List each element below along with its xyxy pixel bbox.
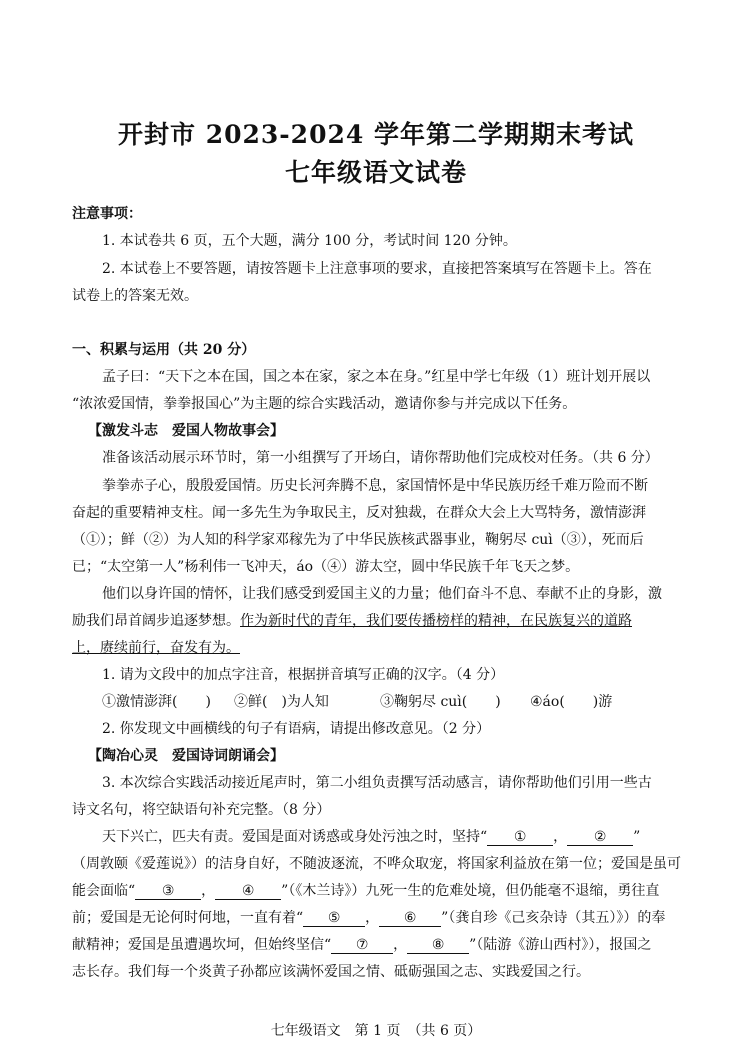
exam-subtitle: 七年级语文试卷 [284, 158, 467, 187]
passage-line-2: 奋起的重要精神支柱。闻一多先生为争取民主，反对独裁，在群众大会上大骂特务，激情澎湃 [72, 505, 646, 521]
passage-line-1: 拳拳赤子心，殷殷爱国情。历史长河奔腾不息，家国情怀是中华民族历经千难万险而不断 [102, 478, 648, 494]
poem-passage-line-2: （周敦颐《爱莲说》）的洁身自好，不随波逐流，不哗众取宠，将国家利益放在第一位；爱国是虽可 [72, 856, 681, 872]
note-2a: 2. 本试卷上不要答题，请按答题卡上注意事项的要求，直接把答案填写在答题卡上。答在 [102, 261, 652, 277]
blank-3: ③ [135, 883, 201, 900]
blank-2: ② [567, 829, 633, 846]
passage-line-6 [72, 611, 684, 631]
section-1-heading: 一、积累与运用（共 20 分） [72, 342, 256, 358]
intro-line-b: “浓浓爱国情，拳拳报国心”为主题的综合实践活动，邀请你参与并完成以下任务。 [72, 396, 577, 412]
poem-passage-line-5: 献精神；爱国是虽遭遇坎坷，但始终坚信“ ⑦ ， ⑧ ”（陆游《游山西村》），报国之 [72, 937, 652, 953]
activity-1-heading: 【激发斗志 爱国人物故事会】 [88, 423, 284, 439]
question-1: 1. 请为文段中的加点字注音，根据拼音填写正确的汉字。（4 分） [102, 667, 505, 683]
question-1-options [102, 692, 684, 712]
underlined-sentence-part-1: 作为新时代的青年，我们要传播榜样的精神，在民族复兴的道路 [240, 613, 632, 629]
note-1: 1. 本试卷共 6 页，五个大题，满分 100 分，考试时间 120 分钟。 [102, 233, 517, 249]
passage-line-3: （①）；鲜（②）为人知的科学家邓稼先为了中华民族核武器事业，鞠躬尽 cuì（③），死而后 [72, 532, 644, 548]
poem-text-c1: 能会面临“ [72, 883, 136, 899]
underlined-sentence-part-2: 上，赓续前行，奋发有为。 [72, 640, 240, 656]
note-2b: 试卷上的答案无效。 [72, 288, 198, 304]
passage-line-4: 已；“太空第一人”杨利伟一飞冲天，áo（④）游太空，圆中华民族千年飞天之梦。 [72, 559, 580, 575]
exam-title: 开封市 2023-2024 学年第二学期期末考试 [118, 120, 634, 149]
intro-line-a: 孟子曰：“天下之本在国，国之本在家，家之本在身。”红星中学七年级（1）班计划开展以 [102, 369, 651, 385]
q1-option-2: ②鲜( )为人知 [234, 694, 329, 710]
poem-text-d1: 前；爱国是无论何时何地，一直有着“ [72, 910, 304, 926]
blank-7: ⑦ [331, 937, 393, 954]
blank-4: ④ [215, 883, 281, 900]
passage-line-5: 他们以身许国的情怀，让我们感受到爱国主义的力量；他们奋斗不息、奉献不止的身影，激 [102, 586, 662, 602]
passage-line-7 [72, 638, 684, 658]
poem-passage-line-6: 志长存。我们每一个炎黄子孙都应该满怀爱国之情、砥砺强国之志、实践爱国之行。 [72, 964, 590, 980]
activity-1-task: 准备该活动展示环节时，第一小组撰写了开场白，请你帮助他们完成校对任务。（共 6 分） [102, 450, 659, 466]
poem-text-a: 天下兴亡，匹夫有责。爱国是面对诱惑或身处污浊之时，坚持“ [102, 829, 488, 845]
blank-6: ⑥ [379, 910, 441, 927]
page-footer: 七年级语文 第 1 页 （共 6 页） [270, 1023, 482, 1039]
poem-passage-line-1: 天下兴亡，匹夫有责。爱国是面对诱惑或身处污浊之时，坚持“ ① ， ② ” [102, 829, 641, 845]
q1-option-1: ①激情澎湃( ) [102, 694, 211, 710]
question-2: 2. 你发现文中画横线的句子有语病，请提出修改意见。（2 分） [102, 721, 491, 737]
poem-passage-line-3: 能会面临“ ③ ， ④ ”（《木兰诗》）九死一生的危难处境，但仍能毫不退缩，勇往直 [72, 883, 660, 899]
q1-option-4: ④áo( )游 [530, 694, 613, 710]
poem-text-e1: 献精神；爱国是虽遭遇坎坷，但始终坚信“ [72, 937, 332, 953]
q1-option-3: ③鞠躬尽 cuì( ) [380, 694, 501, 710]
poem-text-d2: ”（龚自珍《己亥杂诗（其五）》）的奉 [441, 910, 666, 926]
blank-5: ⑤ [303, 910, 365, 927]
activity-2-heading: 【陶冶心灵 爱国诗词朗诵会】 [88, 748, 284, 764]
blank-1: ① [487, 829, 553, 846]
notes-heading: 注意事项： [72, 206, 142, 222]
passage-line-6a: 励我们昂首阔步追逐梦想。 [72, 613, 240, 629]
poem-text-e2: ”（陆游《游山西村》），报国之 [469, 937, 652, 953]
question-3b: 诗文名句，将空缺语句补充完整。（8 分） [72, 802, 331, 818]
poem-passage-line-4: 前；爱国是无论何时何地，一直有着“ ⑤ ， ⑥ ”（龚自珍《己亥杂诗（其五）》）的奉 [72, 910, 666, 926]
question-3a: 3. 本次综合实践活动接近尾声时，第二小组负责撰写活动感言，请你帮助他们引用一些古 [102, 775, 652, 791]
poem-text-c2: ”（《木兰诗》）九死一生的危难处境，但仍能毫不退缩，勇往直 [281, 883, 660, 899]
blank-8: ⑧ [407, 937, 469, 954]
